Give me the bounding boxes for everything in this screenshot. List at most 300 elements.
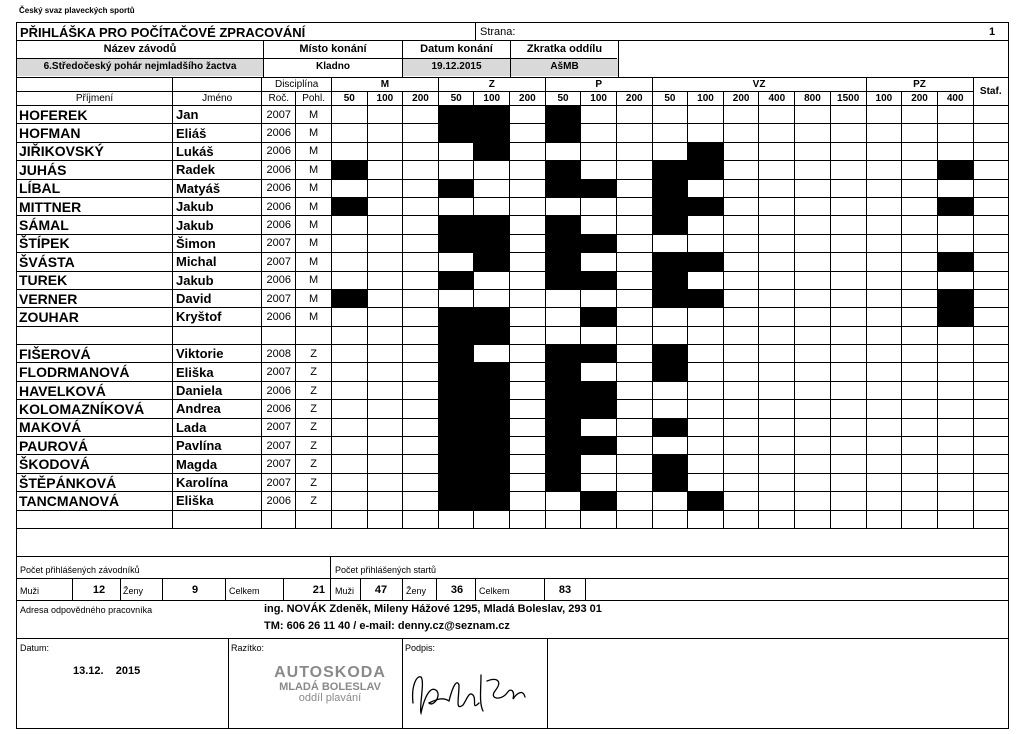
- date-label: Datum:: [20, 643, 50, 653]
- event-entry-cell: [403, 418, 439, 436]
- event-entry-cell: [937, 473, 973, 491]
- event-entry-cell: [688, 326, 724, 344]
- event-entry-cell: [581, 197, 617, 215]
- event-entry-cell: [937, 142, 973, 160]
- event-entry-cell: [902, 455, 938, 473]
- event-entry-cell: [759, 197, 795, 215]
- event-entry-cell: [616, 437, 652, 455]
- event-entry-cell: [616, 492, 652, 510]
- discipline-header: Disciplína: [262, 78, 332, 92]
- event-entry-cell: [795, 253, 831, 271]
- swimmer-first-name: Andrea: [172, 400, 261, 418]
- event-entry-mark: [474, 106, 510, 124]
- event-entry-cell: [367, 492, 403, 510]
- event-entry-cell: [759, 161, 795, 179]
- organization-name: Český svaz plaveckých sportů: [19, 6, 135, 15]
- event-entry-cell: [616, 289, 652, 307]
- event-entry-cell: [510, 400, 546, 418]
- event-entry-cell: [795, 124, 831, 142]
- table-row: [17, 363, 1008, 381]
- event-entry-cell: [616, 161, 652, 179]
- distance-header: 1500: [830, 92, 866, 106]
- event-entry-cell: [403, 253, 439, 271]
- event-entry-cell: [830, 510, 866, 528]
- swimmer-surname: JUHÁS: [17, 161, 172, 179]
- event-entry-cell: [866, 492, 902, 510]
- event-entry-cell: [367, 106, 403, 124]
- swimmer-first-name: Kryštof: [172, 308, 261, 326]
- event-entry-cell: [367, 161, 403, 179]
- event-entry-cell: [759, 124, 795, 142]
- event-entry-cell: [688, 455, 724, 473]
- event-entry-cell: [902, 473, 938, 491]
- event-entry-cell: [367, 345, 403, 363]
- swimmer-sex: M: [296, 161, 332, 179]
- swimmer-sex: [296, 510, 332, 528]
- event-entry-cell: [830, 400, 866, 418]
- event-entry-cell: [723, 345, 759, 363]
- entry-form: [16, 22, 1009, 729]
- event-entry-cell: [616, 418, 652, 436]
- swimmer-year: 2007: [262, 253, 296, 271]
- event-entry-cell: [830, 253, 866, 271]
- event-entry-cell: [866, 253, 902, 271]
- event-entry-cell: [795, 455, 831, 473]
- staff-cell: [973, 253, 1008, 271]
- event-entry-cell: [403, 400, 439, 418]
- distance-header: 50: [652, 92, 688, 106]
- swimmer-first-name: Šimon: [172, 234, 261, 252]
- swimmer-surname: FLODRMANOVÁ: [17, 363, 172, 381]
- event-entry-cell: [474, 345, 510, 363]
- swimmer-sex: M: [296, 234, 332, 252]
- event-entry-mark: [331, 289, 367, 307]
- event-entry-cell: [795, 271, 831, 289]
- event-entry-cell: [759, 400, 795, 418]
- event-entry-mark: [581, 179, 617, 197]
- event-entry-cell: [510, 326, 546, 344]
- swimmers-women-label: Ženy: [123, 586, 144, 596]
- event-entry-cell: [688, 216, 724, 234]
- staff-cell: [973, 437, 1008, 455]
- event-entry-mark: [474, 124, 510, 142]
- event-entry-cell: [510, 253, 546, 271]
- event-entry-cell: [795, 437, 831, 455]
- swimmer-first-name: Magda: [172, 455, 261, 473]
- starts-total-count: 83: [558, 584, 572, 596]
- swimmer-sex: M: [296, 308, 332, 326]
- event-entry-cell: [902, 363, 938, 381]
- event-entry-cell: [795, 381, 831, 399]
- event-entry-cell: [688, 418, 724, 436]
- event-entry-cell: [438, 161, 474, 179]
- event-entry-cell: [331, 381, 367, 399]
- event-entry-mark: [581, 271, 617, 289]
- event-entry-cell: [367, 455, 403, 473]
- event-entry-cell: [795, 345, 831, 363]
- event-entry-mark: [474, 400, 510, 418]
- event-entry-cell: [830, 124, 866, 142]
- swimmer-first-name: Matyáš: [172, 179, 261, 197]
- swimmers-total-count: 21: [312, 584, 325, 596]
- staff-cell: [973, 106, 1008, 124]
- event-entry-cell: [652, 106, 688, 124]
- event-entry-cell: [403, 345, 439, 363]
- event-entry-cell: [403, 124, 439, 142]
- swimmer-year: 2007: [262, 289, 296, 307]
- event-entry-cell: [510, 234, 546, 252]
- event-entry-mark: [688, 197, 724, 215]
- swimmer-year: 2006: [262, 161, 296, 179]
- event-entry-cell: [795, 179, 831, 197]
- event-entry-cell: [403, 234, 439, 252]
- event-entry-cell: [795, 510, 831, 528]
- event-entry-cell: [866, 197, 902, 215]
- event-entry-cell: [795, 216, 831, 234]
- event-entry-cell: [759, 179, 795, 197]
- distance-header: 50: [331, 92, 367, 106]
- event-entry-mark: [474, 437, 510, 455]
- event-entry-mark: [438, 216, 474, 234]
- firstname-header-top: [172, 78, 261, 92]
- event-entry-cell: [367, 308, 403, 326]
- event-entry-cell: [902, 289, 938, 307]
- swimmer-sex: Z: [296, 455, 332, 473]
- event-entry-cell: [474, 289, 510, 307]
- table-row: [17, 510, 1008, 528]
- event-entry-cell: [866, 381, 902, 399]
- swimmer-surname: MAKOVÁ: [17, 418, 172, 436]
- event-entry-cell: [830, 308, 866, 326]
- distance-header: 800: [795, 92, 831, 106]
- event-entry-mark: [688, 492, 724, 510]
- distance-header: 100: [581, 92, 617, 106]
- distance-header: 200: [902, 92, 938, 106]
- swimmer-year: 2006: [262, 308, 296, 326]
- event-entry-cell: [616, 216, 652, 234]
- event-entry-cell: [367, 124, 403, 142]
- swimmer-first-name: Jan: [172, 106, 261, 124]
- event-entry-cell: [866, 418, 902, 436]
- event-entry-mark: [438, 381, 474, 399]
- event-entry-cell: [367, 179, 403, 197]
- distance-header: 200: [616, 92, 652, 106]
- event-entry-cell: [510, 510, 546, 528]
- swimmer-sex: Z: [296, 363, 332, 381]
- staff-cell: [973, 492, 1008, 510]
- table-row: [17, 106, 1008, 124]
- event-entry-cell: [759, 142, 795, 160]
- event-entry-cell: [902, 197, 938, 215]
- table-row: [17, 437, 1008, 455]
- event-entry-cell: [331, 179, 367, 197]
- event-entry-cell: [581, 455, 617, 473]
- swimmer-year: 2007: [262, 234, 296, 252]
- table-row: [17, 381, 1008, 399]
- swimmer-sex: M: [296, 253, 332, 271]
- event-entry-cell: [759, 289, 795, 307]
- swimmer-year: 2006: [262, 216, 296, 234]
- event-entry-mark: [652, 289, 688, 307]
- event-entry-cell: [866, 106, 902, 124]
- event-entry-cell: [616, 400, 652, 418]
- event-entry-cell: [367, 381, 403, 399]
- event-entry-cell: [866, 161, 902, 179]
- event-entry-cell: [830, 106, 866, 124]
- entries-table: [17, 77, 1008, 529]
- event-entry-cell: [616, 455, 652, 473]
- event-entry-cell: [545, 492, 581, 510]
- swimmer-surname: KOLOMAZNÍKOVÁ: [17, 400, 172, 418]
- event-entry-cell: [510, 124, 546, 142]
- swimmer-sex: [296, 326, 332, 344]
- event-entry-cell: [866, 216, 902, 234]
- event-entry-mark: [438, 326, 474, 344]
- distance-header: 200: [510, 92, 546, 106]
- event-entry-cell: [937, 106, 973, 124]
- table-row: [17, 142, 1008, 160]
- swimmer-year: 2007: [262, 363, 296, 381]
- event-entry-cell: [403, 161, 439, 179]
- event-entry-mark: [438, 345, 474, 363]
- event-entry-cell: [759, 216, 795, 234]
- event-entry-cell: [902, 400, 938, 418]
- event-entry-mark: [438, 234, 474, 252]
- table-row: [17, 345, 1008, 363]
- event-entry-mark: [331, 161, 367, 179]
- event-entry-cell: [652, 400, 688, 418]
- event-entry-cell: [723, 473, 759, 491]
- swimmer-first-name: [172, 326, 261, 344]
- event-entry-cell: [723, 216, 759, 234]
- event-entry-cell: [367, 418, 403, 436]
- event-entry-mark: [545, 216, 581, 234]
- event-entry-cell: [403, 363, 439, 381]
- event-entry-cell: [795, 492, 831, 510]
- swimmers-total-label: Celkem: [229, 586, 260, 596]
- swimmer-year: 2006: [262, 179, 296, 197]
- event-entry-cell: [367, 510, 403, 528]
- event-entry-cell: [937, 363, 973, 381]
- event-entry-cell: [403, 437, 439, 455]
- event-entry-cell: [403, 106, 439, 124]
- event-entry-cell: [474, 510, 510, 528]
- event-name-header: Název závodů: [103, 43, 177, 55]
- staff-header: Staf.: [973, 78, 1008, 106]
- starts-total-label: Celkem: [479, 586, 510, 596]
- event-entry-cell: [866, 345, 902, 363]
- event-entry-mark: [688, 161, 724, 179]
- sex-header: Pohl.: [296, 92, 332, 106]
- event-entry-cell: [902, 253, 938, 271]
- event-entry-cell: [403, 381, 439, 399]
- event-entry-cell: [510, 161, 546, 179]
- event-entry-cell: [331, 400, 367, 418]
- event-entry-cell: [616, 510, 652, 528]
- staff-cell: [973, 345, 1008, 363]
- event-entry-cell: [759, 326, 795, 344]
- event-entry-cell: [510, 308, 546, 326]
- swimmer-year: 2006: [262, 492, 296, 510]
- event-entry-cell: [866, 142, 902, 160]
- table-row: [17, 216, 1008, 234]
- event-name-value: 6.Středočeský pohár nejmladšího žactva: [43, 61, 237, 72]
- event-entry-mark: [438, 106, 474, 124]
- event-entry-mark: [652, 179, 688, 197]
- event-entry-cell: [331, 271, 367, 289]
- starts-women-count: 36: [450, 584, 464, 596]
- event-entry-cell: [866, 510, 902, 528]
- form-title: PŘIHLÁŠKA PRO POČÍTAČOVÉ ZPRACOVÁNÍ: [20, 25, 306, 40]
- event-entry-cell: [616, 179, 652, 197]
- table-row: [17, 289, 1008, 307]
- event-entry-cell: [403, 142, 439, 160]
- event-entry-cell: [937, 271, 973, 289]
- swimmer-year: 2006: [262, 124, 296, 142]
- event-entry-cell: [723, 492, 759, 510]
- event-entry-cell: [795, 234, 831, 252]
- event-entry-mark: [688, 253, 724, 271]
- event-entry-cell: [723, 106, 759, 124]
- starts-women-label: Ženy: [406, 586, 427, 596]
- event-entry-cell: [581, 510, 617, 528]
- event-entry-cell: [367, 473, 403, 491]
- event-entry-cell: [616, 326, 652, 344]
- event-entry-cell: [902, 234, 938, 252]
- staff-cell: [973, 216, 1008, 234]
- swimmer-sex: Z: [296, 381, 332, 399]
- event-entry-cell: [723, 124, 759, 142]
- event-entry-cell: [474, 161, 510, 179]
- swimmer-surname: LÍBAL: [17, 179, 172, 197]
- event-entry-cell: [866, 271, 902, 289]
- event-entry-cell: [616, 124, 652, 142]
- event-entry-cell: [866, 400, 902, 418]
- event-entry-mark: [438, 473, 474, 491]
- event-entry-mark: [474, 455, 510, 473]
- distance-header: 200: [403, 92, 439, 106]
- event-entry-mark: [652, 418, 688, 436]
- event-entry-cell: [688, 345, 724, 363]
- event-entry-cell: [830, 381, 866, 399]
- staff-cell: [973, 510, 1008, 528]
- event-entry-cell: [367, 142, 403, 160]
- swimmer-surname: VERNER: [17, 289, 172, 307]
- stroke-pz-header: PZ: [866, 78, 973, 92]
- contact-phone-email: TM: 606 26 11 40 / e-mail: denny.cz@seznam.cz: [264, 620, 510, 632]
- event-entry-cell: [652, 308, 688, 326]
- event-entry-cell: [830, 492, 866, 510]
- venue-header: Místo konání: [299, 43, 367, 55]
- event-entry-cell: [795, 197, 831, 215]
- event-entry-cell: [367, 271, 403, 289]
- event-entry-cell: [902, 510, 938, 528]
- event-entry-mark: [652, 455, 688, 473]
- event-entry-cell: [652, 124, 688, 142]
- page-number: 1: [989, 26, 996, 38]
- swimmer-year: 2006: [262, 197, 296, 215]
- event-entry-mark: [545, 253, 581, 271]
- event-entry-cell: [652, 234, 688, 252]
- staff-cell: [973, 289, 1008, 307]
- swimmer-year: 2006: [262, 271, 296, 289]
- event-entry-cell: [652, 326, 688, 344]
- event-entry-cell: [723, 326, 759, 344]
- swimmer-first-name: Michal: [172, 253, 261, 271]
- swimmer-surname: HAVELKOVÁ: [17, 381, 172, 399]
- event-entry-mark: [474, 473, 510, 491]
- event-entry-cell: [902, 161, 938, 179]
- event-entry-mark: [652, 345, 688, 363]
- event-entry-cell: [795, 106, 831, 124]
- swimmer-year: [262, 326, 296, 344]
- event-entry-cell: [688, 381, 724, 399]
- event-entry-mark: [652, 363, 688, 381]
- swimmer-surname: ŠTĚPÁNKOVÁ: [17, 473, 172, 491]
- event-entry-cell: [937, 437, 973, 455]
- swimmers-women-count: 9: [191, 584, 199, 596]
- event-entry-cell: [759, 492, 795, 510]
- event-entry-cell: [438, 197, 474, 215]
- date-header: Datum konání: [420, 43, 493, 55]
- event-entry-cell: [331, 308, 367, 326]
- event-entry-cell: [331, 106, 367, 124]
- staff-cell: [973, 142, 1008, 160]
- swimmer-year: 2006: [262, 142, 296, 160]
- starts-men-label: Muži: [335, 586, 355, 596]
- table-row: [17, 179, 1008, 197]
- event-entry-cell: [616, 345, 652, 363]
- swimmer-first-name: Eliáš: [172, 124, 261, 142]
- event-entry-cell: [331, 326, 367, 344]
- event-entry-cell: [510, 216, 546, 234]
- event-entry-cell: [403, 197, 439, 215]
- event-entry-cell: [759, 510, 795, 528]
- event-entry-cell: [759, 363, 795, 381]
- event-entry-cell: [937, 179, 973, 197]
- event-entry-mark: [545, 363, 581, 381]
- event-entry-mark: [438, 363, 474, 381]
- event-entry-cell: [866, 179, 902, 197]
- swimmer-sex: M: [296, 124, 332, 142]
- event-entry-cell: [759, 418, 795, 436]
- swimmer-first-name: Jakub: [172, 216, 261, 234]
- event-entry-cell: [510, 455, 546, 473]
- staff-cell: [973, 271, 1008, 289]
- distance-header: 100: [688, 92, 724, 106]
- event-entry-cell: [723, 271, 759, 289]
- swimmer-sex: Z: [296, 418, 332, 436]
- event-entry-cell: [688, 473, 724, 491]
- page-label: Strana:: [480, 26, 516, 38]
- stamp-label: Razítko:: [231, 643, 265, 653]
- event-entry-cell: [581, 124, 617, 142]
- staff-cell: [973, 455, 1008, 473]
- table-row: [17, 308, 1008, 326]
- event-entry-cell: [510, 381, 546, 399]
- event-entry-cell: [510, 289, 546, 307]
- event-entry-cell: [830, 197, 866, 215]
- event-entry-cell: [616, 308, 652, 326]
- event-entry-cell: [616, 271, 652, 289]
- event-entry-cell: [581, 363, 617, 381]
- club-stamp: [255, 665, 405, 705]
- distance-header: 100: [474, 92, 510, 106]
- event-entry-cell: [902, 326, 938, 344]
- signature-label: Podpis:: [405, 643, 436, 653]
- event-entry-cell: [759, 345, 795, 363]
- event-entry-cell: [759, 381, 795, 399]
